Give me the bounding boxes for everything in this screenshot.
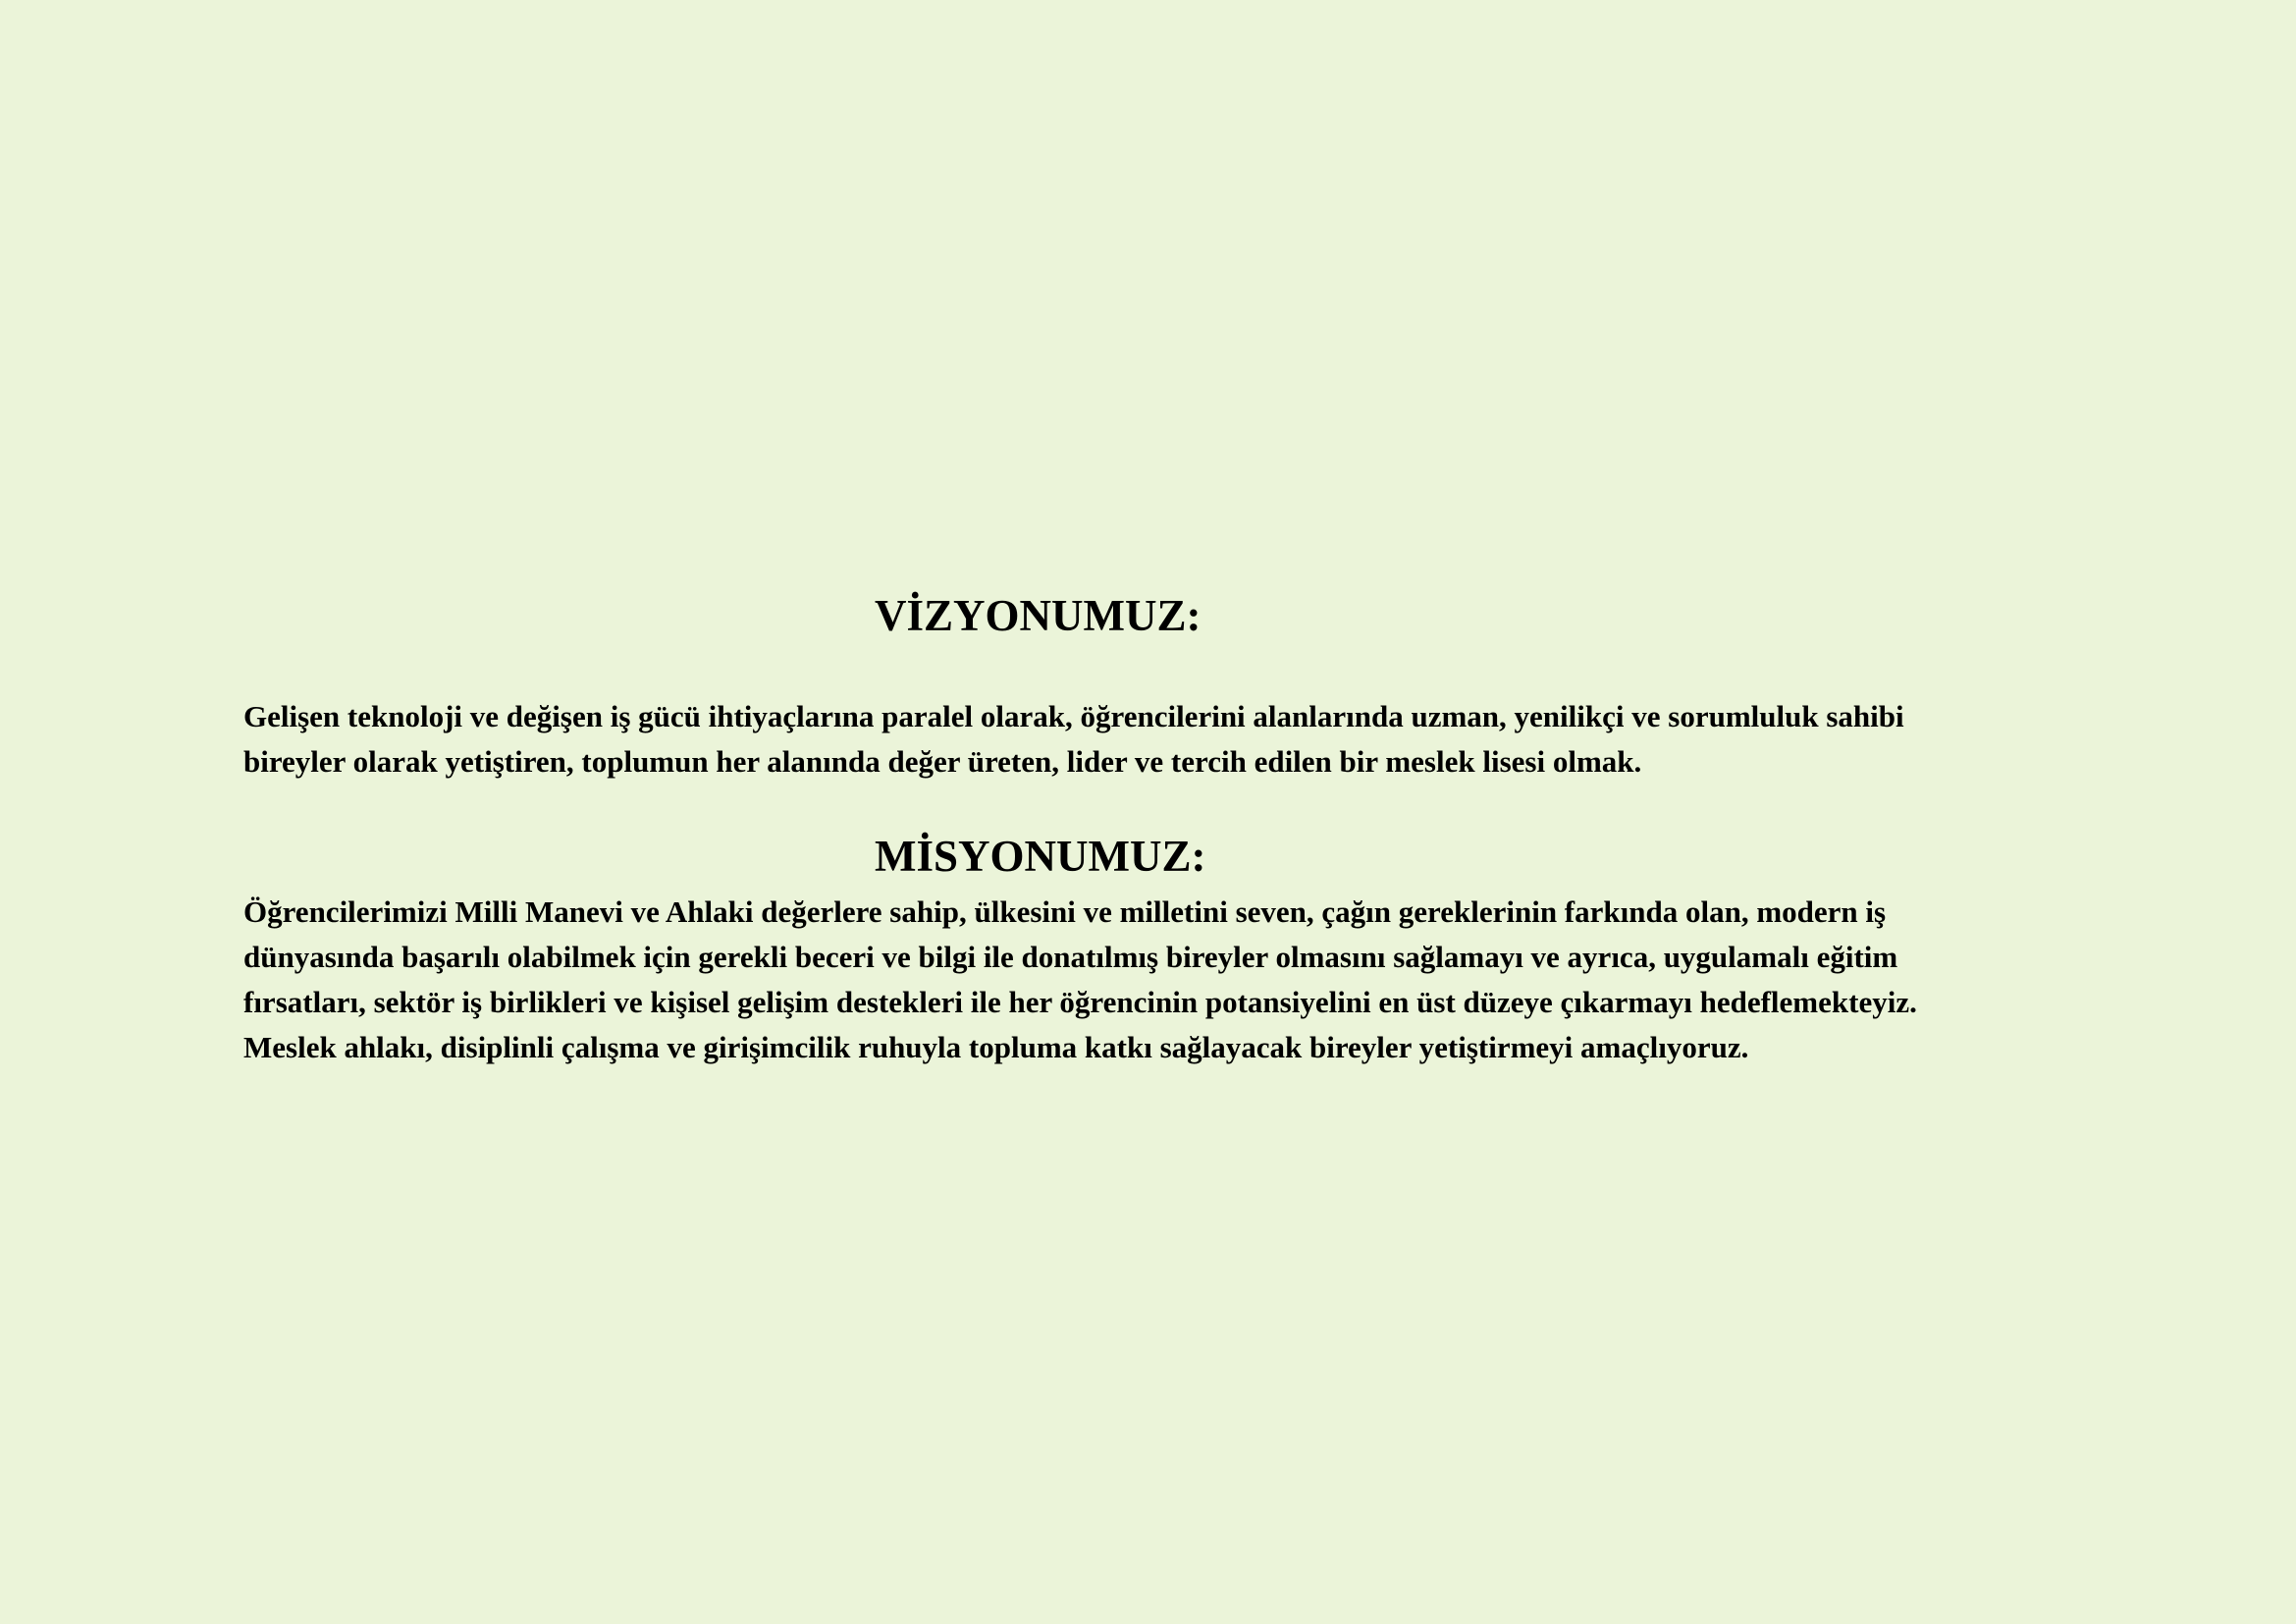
vision-line: Gelişen teknoloji ve değişen iş gücü ihtiyaçlarına paralel olarak, öğrencilerini alanlarında uzman, yenilikçi ve sorumluluk sahibi	[243, 699, 1904, 733]
mission-line: dünyasında başarılı olabilmek için gerekli beceri ve bilgi ile donatılmış bireyler olmasını sağlamayı ve ayrıca, uygulamalı eğitim	[243, 940, 1898, 974]
mission-line: Meslek ahlakı, disiplinli çalışma ve girişimcilik ruhuyla topluma katkı sağlayacak bireyler yetiştirmeyi amaçlıyoruz.	[243, 1030, 1749, 1064]
vision-heading: VİZYONUMUZ:	[875, 591, 1201, 640]
vision-line: bireyler olarak yetiştiren, toplumun her alanında değer üreten, lider ve tercih edilen bir meslek lisesi olmak.	[243, 744, 1642, 779]
mission-line: fırsatları, sektör iş birlikleri ve kişisel gelişim destekleri ile her öğrencinin potansiyelini en üst düzeye çıkarmayı hedeflemekteyiz.	[243, 985, 1917, 1019]
mission-line: Öğrencilerimizi Milli Manevi ve Ahlaki değerlere sahip, ülkesini ve milletini seven, çağın gereklerinin farkında olan, modern iş	[243, 894, 1887, 929]
mission-heading: MİSYONUMUZ:	[875, 832, 1206, 881]
mission-paragraph	[243, 890, 2089, 1070]
vision-paragraph	[243, 694, 2089, 785]
